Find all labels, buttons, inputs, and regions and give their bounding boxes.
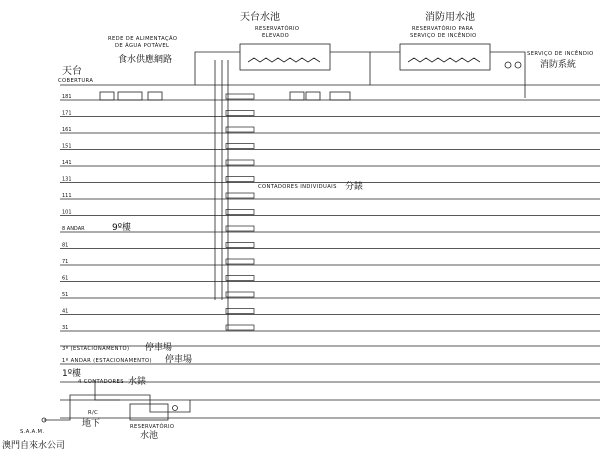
roof-tank-pt-label-2: ELEVADO xyxy=(262,33,290,39)
meter-group xyxy=(226,210,254,215)
supply-pt-label-2: DE ÁGUA POTÁVEL xyxy=(115,43,170,49)
roof-tank-pt-label-1: RESERVATÓRIO xyxy=(255,26,300,32)
four-meters-pt-label: 4 CONTADORES xyxy=(78,379,124,385)
meter-group xyxy=(226,292,254,297)
ground-cn-label: 地下 xyxy=(82,419,101,429)
roof-cn-label: 天台 xyxy=(62,66,82,77)
floor-label: 111 xyxy=(62,193,72,199)
base-tank-pt-label: RESERVATÓRIO xyxy=(130,424,175,430)
fire-service-pt-label: SERVIÇO DE INCÊNDIO xyxy=(527,51,594,57)
floor-label: 31 xyxy=(62,325,69,331)
floor-label: 101 xyxy=(62,209,72,216)
floor-label: 71 xyxy=(62,259,69,265)
parking-1-cn-label: 停車場 xyxy=(145,343,173,353)
floor-label: 81 xyxy=(62,242,69,249)
meter-group xyxy=(226,177,254,182)
meter-group xyxy=(226,160,254,165)
floor-label: 141 xyxy=(62,160,72,166)
meter-group xyxy=(226,226,254,231)
parking-1-label: 3º (ESTACIONAMENTO) xyxy=(62,346,130,352)
parking-2-cn-label: 停車場 xyxy=(165,355,193,365)
meter-group xyxy=(226,94,254,99)
fire-service-cn-label: 消防系統 xyxy=(540,60,577,70)
floor-label: 151 xyxy=(62,143,72,150)
parking-2-label: 1º ANDAR (ESTACIONAMENTO) xyxy=(62,358,152,364)
floor-label: 41 xyxy=(62,308,69,315)
supply-pt-label-1: REDE DE ALIMENTAÇÃO xyxy=(108,36,178,42)
fire-tank-pt-label-2: SERVIÇO DE INCÊNDIO xyxy=(410,33,477,39)
floor-label: 131 xyxy=(62,176,72,183)
floor-label: 181 xyxy=(62,94,72,100)
fire-valve xyxy=(505,62,511,68)
fire-pump xyxy=(515,62,521,68)
first-floor-label: 1º樓 xyxy=(62,369,81,379)
meter-group xyxy=(226,111,254,116)
roof-pt-label: COBERTURA xyxy=(58,78,94,84)
four-meters-cn-label: 水錶 xyxy=(128,377,147,387)
meter-group xyxy=(226,127,254,132)
supply-cn-label: 食水供應網路 xyxy=(118,55,173,65)
meter-group xyxy=(226,325,254,330)
fire-tank xyxy=(400,44,490,70)
base-tank-cn-label: 水池 xyxy=(140,431,159,441)
floor-label: 51 xyxy=(62,292,69,298)
meter-group xyxy=(226,144,254,149)
floor-label: 8 ANDAR xyxy=(62,226,85,232)
roof-fixtures xyxy=(100,92,350,100)
labels xyxy=(2,10,594,451)
floor-label: 161 xyxy=(62,127,72,133)
floor-label: 171 xyxy=(62,110,72,117)
fire-tank-pt-label-1: RESERVATÓRIO PARA xyxy=(412,26,474,32)
roof-tank xyxy=(240,44,330,70)
floor-label: 61 xyxy=(62,275,69,282)
meters-pt-label: CONTADORES INDIVIDUAIS xyxy=(258,184,337,190)
floor-extra-label: 9º樓 xyxy=(112,223,131,233)
meter-group xyxy=(226,193,254,198)
floor-lines xyxy=(60,94,600,331)
meter-group xyxy=(226,259,254,264)
company-label: 澳門自來水公司 xyxy=(2,441,66,451)
ground-pt-label: R/C xyxy=(88,410,99,416)
roof-tank-cn-label: 天台水池 xyxy=(240,12,280,23)
fire-tank-cn-label: 消防用水池 xyxy=(425,12,475,23)
saah-label: S.A.A.M. xyxy=(20,429,45,435)
meters-cn-label: 分錶 xyxy=(345,182,364,192)
meter-group xyxy=(226,309,254,314)
meter-group xyxy=(226,276,254,281)
meter-group xyxy=(226,243,254,248)
floor-labels xyxy=(62,94,132,331)
